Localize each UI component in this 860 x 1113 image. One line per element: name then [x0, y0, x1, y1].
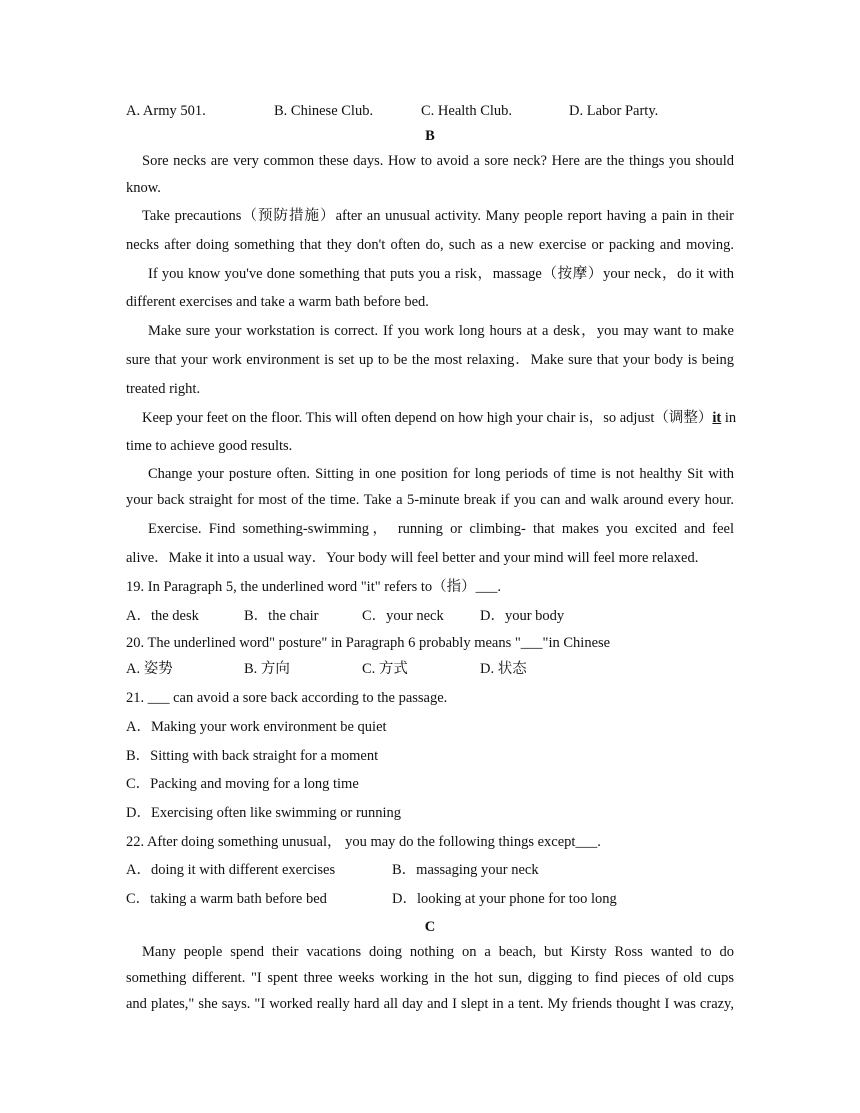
q20-option-c: C. 方式 [362, 661, 408, 677]
question-22-stem: 22. After doing something unusual， you may do the following things except___. [126, 834, 601, 850]
q21-option-c: C．Packing and moving for a long time [126, 776, 359, 792]
paragraph-line: Take precautions（预防措施）after an unusual activity. Many people report having a pain in their [142, 208, 734, 224]
q22-option-a: A．doing it with different exercises [126, 862, 336, 878]
q19-option-d: D．your body [480, 608, 565, 624]
paragraph-line: different exercises and take a warm bath before bed. [126, 294, 429, 310]
q19-option-a: A．the desk [126, 608, 199, 624]
q22-option-d: D．looking at your phone for too long [392, 891, 617, 907]
section-heading-c: C [424, 919, 436, 935]
q22-option-c: C．taking a warm bath before bed [126, 891, 327, 907]
q19-option-c: C．your neck [362, 608, 444, 624]
paragraph-line: time to achieve good results. [126, 438, 293, 454]
paragraph-line: Make sure your workstation is correct. If you work long hours at a desk，you may want to make [148, 323, 734, 339]
paragraph-line: something different. "I spent three weeks working in the hot sun, digging to find pieces of old cups [126, 970, 734, 986]
paragraph-line: Many people spend their vacations doing nothing on a beach, but Kirsty Ross wanted to do [142, 944, 734, 960]
paragraph-text: Keep your feet on the floor. This will often depend on how high your chair is，so adjust（调整） [142, 410, 713, 426]
paragraph-line: alive．Make it into a usual way．Your body will feel better and your mind will feel more relaxed. [126, 550, 699, 566]
section-heading-b: B [425, 128, 435, 144]
q20-option-b: B. 方向 [244, 661, 290, 677]
option-d: D. Labor Party. [569, 103, 659, 119]
paragraph-line: and plates," she says. "I worked really hard all day and I slept in a tent. My friends thought I was crazy, [126, 996, 734, 1012]
q21-option-a: A．Making your work environment be quiet [126, 719, 387, 735]
paragraph-line: sure that your work environment is set up to be the most relaxing．Make sure that your body is being [126, 352, 734, 368]
paragraph-line: If you know you've done something that puts you a risk，massage（按摩）your neck，do it with [148, 266, 734, 282]
question-21-stem: 21. ___ can avoid a sore back according to the passage. [126, 690, 448, 706]
paragraph-line: know. [126, 180, 161, 196]
paragraph-line: Change your posture often. Sitting in one position for long periods of time is not healthy Sit with [148, 466, 734, 482]
underlined-word-it: it [712, 410, 722, 426]
q20-option-d: D. 状态 [480, 661, 527, 677]
q19-option-b: B．the chair [244, 608, 319, 624]
question-20-stem: 20. The underlined word" posture" in Paragraph 6 probably means "___"in Chinese [126, 635, 611, 651]
paragraph-line [142, 408, 737, 428]
paragraph-line: treated right. [126, 381, 201, 397]
option-c: C. Health Club. [421, 103, 513, 119]
paragraph-line: necks after doing something that they don't often do, such as a new exercise or packing and moving. [126, 237, 734, 253]
q22-option-b: B．massaging your neck [392, 862, 539, 878]
option-a: A. Army 501. [126, 103, 206, 119]
paragraph-text: in [721, 410, 737, 426]
q21-option-d: D．Exercising often like swimming or running [126, 805, 402, 821]
paragraph-line: your back straight for most of the time. Take a 5-minute break if you can and walk around every hour. [126, 492, 734, 508]
q21-option-b: B．Sitting with back straight for a moment [126, 748, 379, 764]
question-19-stem: 19. In Paragraph 5, the underlined word "it" refers to（指）___. [126, 579, 502, 595]
q20-option-a: A. 姿势 [126, 661, 173, 677]
paragraph-line: Exercise. Find something-swimming， running or climbing- that makes you excited and feel [148, 521, 734, 537]
option-b: B. Chinese Club. [274, 103, 374, 119]
paragraph-line: Sore necks are very common these days. How to avoid a sore neck? Here are the things you should [142, 153, 734, 169]
